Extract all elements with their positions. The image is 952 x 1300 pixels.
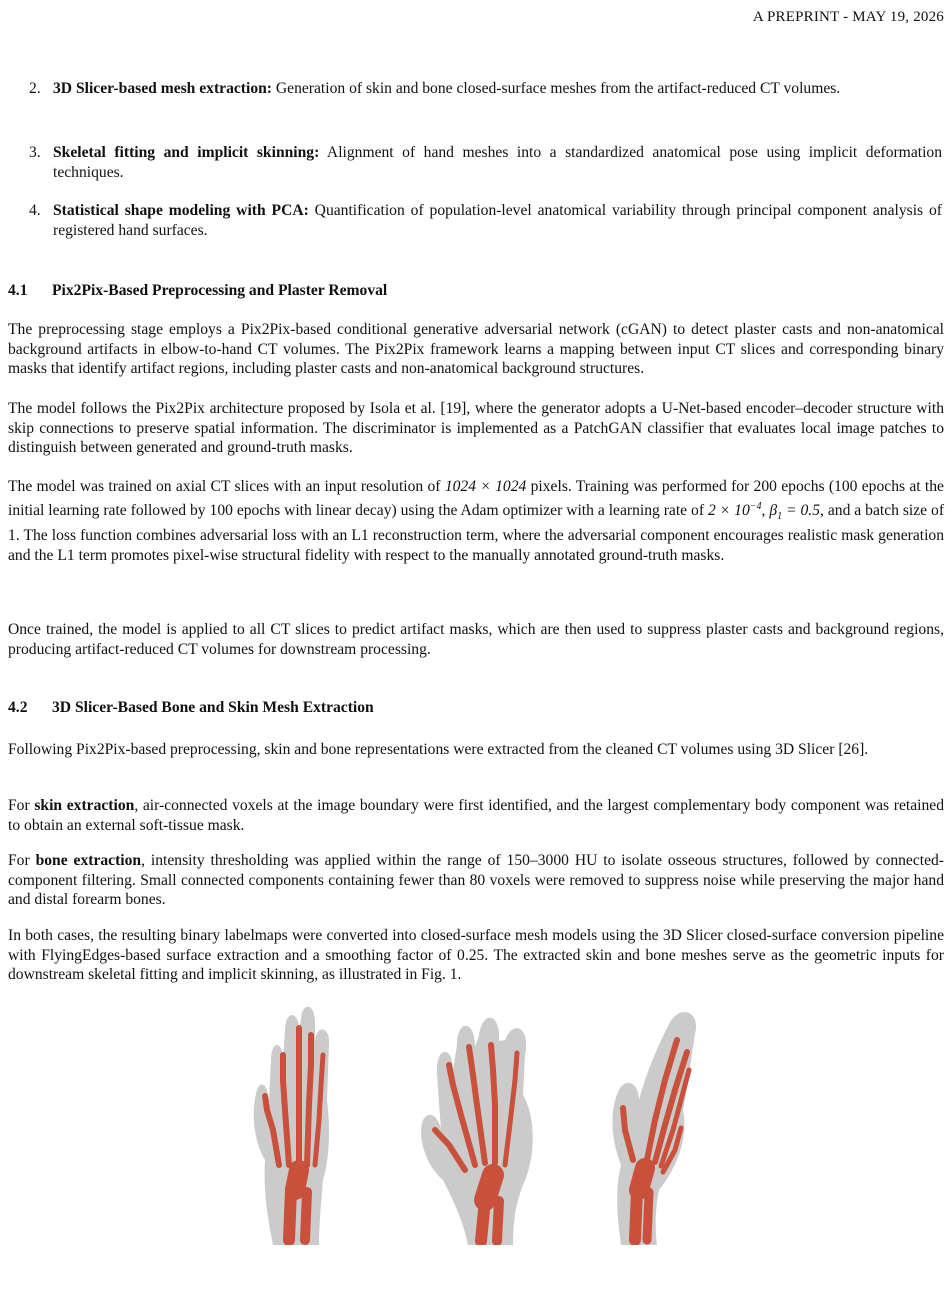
list-item-title: Skeletal fitting and implicit skinning:: [53, 144, 320, 161]
paragraph: Following Pix2Pix-based preprocessing, skin and bone representations were extracted from the cleaned CT volumes using 3D Slicer [26].: [8, 741, 869, 758]
list-item-text: Quantification of population-level anatomical variability through principal component analysis of registered hand surfaces.: [53, 202, 942, 239]
section-title: Pix2Pix-Based Preprocessing and Plaster Removal: [52, 282, 388, 299]
math-learning-rate: $2 \times 10^{-4}$: [707, 500, 762, 519]
list-item: [29, 79, 942, 99]
hand-mesh-3: [603, 1000, 713, 1245]
list-item: [29, 143, 942, 182]
section-title: 3D Slicer-Based Bone and Skin Mesh Extraction: [52, 699, 374, 716]
running-head: A PREPRINT - MAY 19, 2026: [752, 9, 944, 25]
section-number: 4.1: [8, 282, 28, 299]
paragraph: The model follows the Pix2Pix architecture proposed by Isola et al. [19], where the generator adopts a U-Net-based encoder–decoder structure with skip connections to preserve spatial information. The discriminator is implemented as a PatchGAN classifier that evaluates local image patches to distinguish between generated and ground-truth masks.: [8, 400, 944, 456]
section-number: 4.2: [8, 699, 28, 716]
section-heading: [8, 281, 387, 301]
math-beta: $\beta_1 = 0.5$: [769, 501, 821, 522]
figure-hand-meshes: [8, 1000, 944, 1300]
bold-term: skin extraction: [34, 797, 135, 814]
paragraph: In both cases, the resulting binary labelmaps were converted into closed-surface mesh models using the 3D Slicer closed-surface conversion pipeline with FlyingEdges-based surface extraction and a smoothing factor of 0.25. The extracted skin and bone meshes serve as the geometric inputs for downstream skeletal fitting and implicit skinning, as illustrated in Fig. 1.: [8, 927, 944, 983]
list-number: 4.: [29, 202, 41, 219]
bold-term: bone extraction: [35, 852, 142, 869]
hand-mesh-1: [243, 1000, 353, 1245]
hand-mesh-2: [413, 1005, 543, 1245]
list-number: 3.: [29, 144, 41, 161]
list-item-title: Statistical shape modeling with PCA:: [53, 202, 309, 219]
math-resolution: 1024 × 1024: [444, 478, 527, 495]
section-heading: [8, 698, 374, 718]
list-number: 2.: [29, 80, 41, 97]
paragraph: For skin extraction, air-connected voxels at the image boundary were first identified, and the largest complementary body component was retained to obtain an external soft-tissue mask.: [8, 797, 944, 834]
paragraph: The model was trained on axial CT slices with an input resolution of 1024 × 1024 pixels. Training was performed for 200 epochs (100 epochs at the initial learning rate followed by 100 epochs with linear decay) using the Adam optimizer with a learning rate of $2 \times 10^{-4}$, $\beta_1 = 0.5$, and a batch size of 1. The loss function combines adversarial loss with an L1 reconstruction term, where the adversarial component encourages realistic mask generation and the L1 term promotes pixel-wise structural fidelity with respect to the manually annotated ground-truth masks.: [8, 478, 945, 564]
list-item-text: Generation of skin and bone closed-surface meshes from the artifact-reduced CT volumes.: [272, 80, 841, 97]
list-item-text: Alignment of hand meshes into a standardized anatomical pose using implicit deformation techniques.: [53, 144, 942, 181]
paragraph: The preprocessing stage employs a Pix2Pix-based conditional generative adversarial network (cGAN) to detect plaster casts and non-anatomical background artifacts in elbow-to-hand CT volumes. The Pix2Pix framework learns a mapping between input CT slices and corresponding binary masks that identify artifact regions, including plaster casts and non-anatomical background structures.: [8, 321, 944, 377]
list-item: [29, 201, 942, 240]
list-item-title: 3D Slicer-based mesh extraction:: [53, 80, 272, 97]
paragraph: For bone extraction, intensity thresholding was applied within the range of 150–3000 HU to isolate osseous structures, followed by connected-component filtering. Small connected components containing fewer than 80 voxels were removed to suppress noise while preserving the major hand and distal forearm bones.: [8, 852, 944, 908]
paragraph: Once trained, the model is applied to all CT slices to predict artifact masks, which are then used to suppress plaster casts and background regions, producing artifact-reduced CT volumes for downstream processing.: [8, 621, 944, 658]
